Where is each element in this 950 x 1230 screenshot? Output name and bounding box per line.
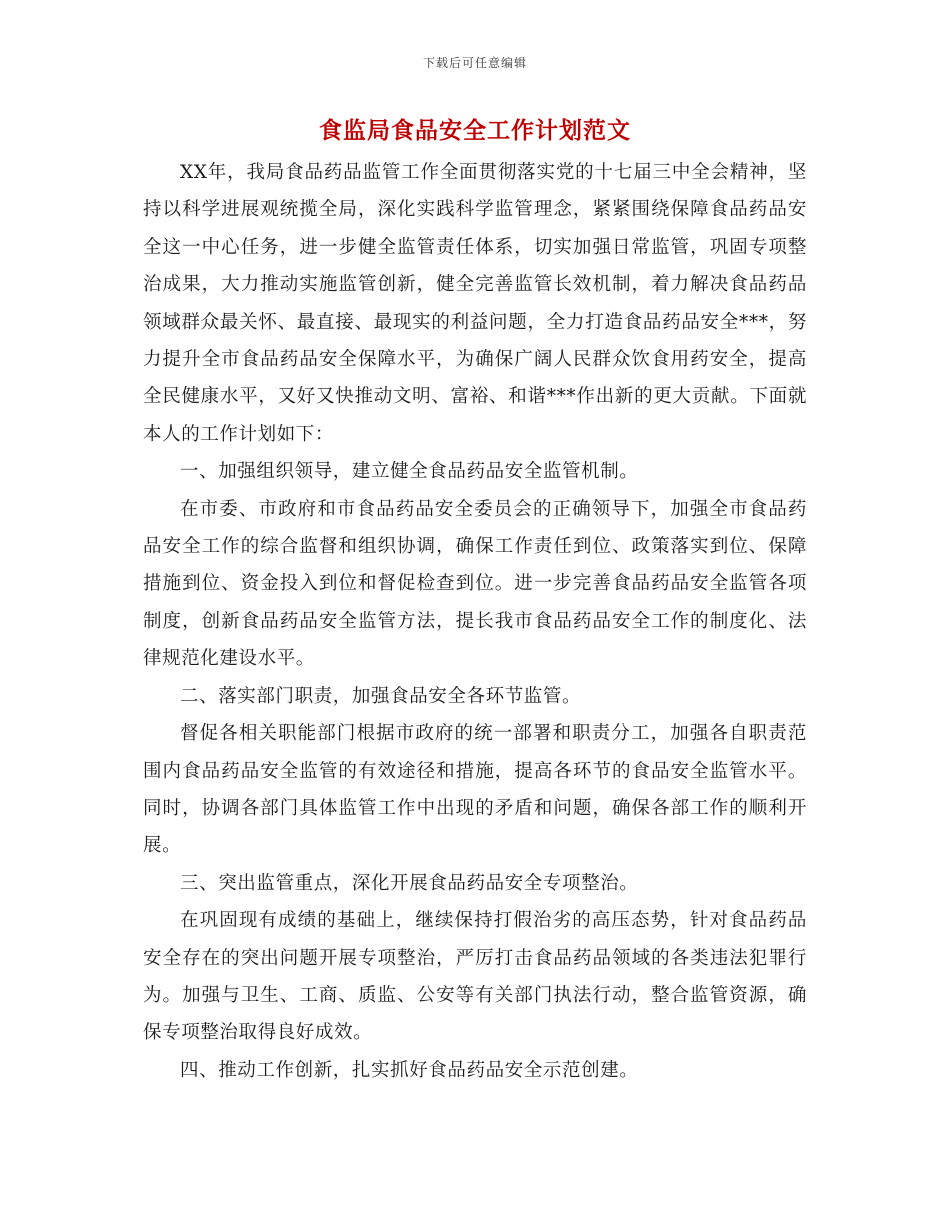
paragraph-section-3: 在巩固现有成绩的基础上，继续保持打假治劣的高压态势，针对食品药品安全存在的突出问题开展专项整治，严厉打击食品药品领域的各类违法犯罪行为。加强与卫生、工商、质监、公安等有关部门执法行动，整合监管资源，确保专项整治取得良好成效。 [143, 910, 807, 1044]
section-heading-2: 二、落实部门职责，加强食品安全各环节监管。 [180, 685, 582, 707]
section-heading-1: 一、加强组织领导，建立健全食品药品安全监管机制。 [180, 461, 639, 483]
header-note: 下载后可任意编辑 [422, 56, 527, 70]
document-title: 食监局食品安全工作计划范文 [319, 117, 631, 144]
paragraph-intro: XX年，我局食品药品监管工作全面贯彻落实党的十七届三中全会精神，坚持以科学进展观统揽全局，深化实践科学监管理念，紧紧围绕保障食品药品安全这一中心任务，进一步健全监管责任体系，切实加强日常监管，巩固专项整治成果，大力推动实施监管创新，健全完善监管长效机制，着力解决食品药品领域群众最关怀、最直接、最现实的利益问题，全力打造食品药品安全***，努力提升全市食品药品安全保障水平，为确保广阔人民群众饮食用药安全，提高全民健康水平，又好又快推动文明、富裕、和谐***作出新的更大贡献。下面就本人的工作计划如下： [143, 162, 807, 445]
document-body [143, 154, 807, 1089]
paragraph-section-2: 督促各相关职能部门根据市政府的统一部署和职责分工，加强各自职责范围内食品药品安全监管的有效途径和措施，提高各环节的食品安全监管水平。同时，协调各部门具体监管工作中出现的矛盾和问题，确保各部工作的顺利开展。 [143, 723, 807, 857]
paragraph-section-1: 在市委、市政府和市食品药品安全委员会的正确领导下，加强全市食品药品安全工作的综合监督和组织协调，确保工作责任到位、政策落实到位、保障措施到位、资金投入到位和督促检查到位。进一步完善食品药品安全监管各项制度，创新食品药品安全监管方法，提长我市食品药品安全工作的制度化、法律规范化建设水平。 [143, 498, 807, 670]
section-heading-4: 四、推动工作创新，扎实抓好食品药品安全示范创建。 [180, 1059, 639, 1081]
section-heading-3: 三、突出监管重点，深化开展食品药品安全专项整治。 [180, 872, 639, 894]
